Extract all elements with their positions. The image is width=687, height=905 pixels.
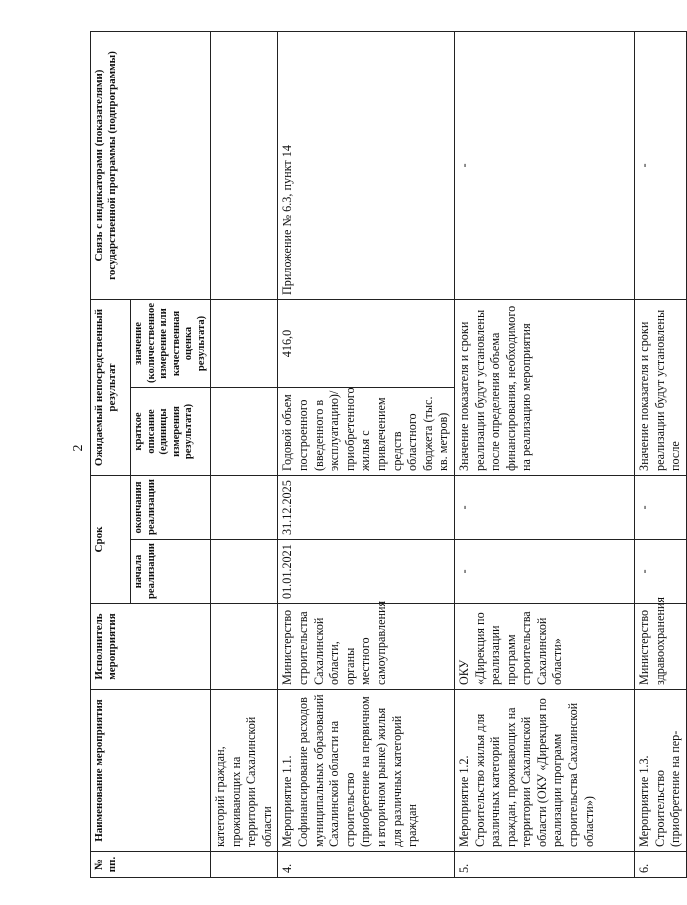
table-row [454,32,634,878]
header-link: Связь с индикаторами (показателями) государственной программы (подпрограммы) [91,32,211,300]
row-link: - [634,32,686,300]
row-executor: Министерство здравоохранения [634,604,686,690]
row-name: Мероприятие 1.3. Строительство (приобретение на пер- [634,690,686,852]
row-result-desc [211,388,278,476]
row-start: - [634,540,686,604]
row-executor: ОКУ «Дирекция по реализации программ строительства Сахалинской области» [454,604,634,690]
row-result-merged: Значение показателя и сроки реализации будут установлены после определения объема финансирования, необходимого на реализацию мероприятия [454,300,634,476]
row-result-value [211,300,278,388]
row-end: - [454,476,634,540]
row-end [211,476,278,540]
header-term-end: окончания реализации [131,476,211,540]
row-name: категорий граждан, проживающих на территории Сахалинской области [211,690,278,852]
row-num: 4. [278,852,455,878]
table-row [211,32,278,878]
row-name: Мероприятие 1.2. Строительство жилья для различных категорий граждан, проживающих на территории Сахалинской области (ОКУ «Дирекция по реализации программ строительства Сахалинской области») [454,690,634,852]
table-row [634,32,686,878]
header-term: Срок [91,476,131,604]
row-num [211,852,278,878]
header-result-value: значение (количественное измерение или качественная оценка результата) [131,300,211,388]
landscape-table-wrapper [90,32,683,878]
table-row [278,32,455,878]
row-link: - [454,32,634,300]
row-end: 31.12.2025 [278,476,455,540]
measures-table [90,31,687,878]
row-link [211,32,278,300]
row-executor: Министерство строительства Сахалинской области, органы местного самоуправления [278,604,455,690]
row-result-merged: Значение показателя и сроки реализации будут установлены после [634,300,686,476]
row-start: - [454,540,634,604]
row-start [211,540,278,604]
header-result: Ожидаемый непосредственный результат [91,300,131,476]
row-executor [211,604,278,690]
document-frame [90,32,683,878]
row-result-desc: Годовой объем построенного (введенного в эксплуатацию)/приобретенного жилья с привлечением средств областного бюджета (тыс. кв. метров) [278,388,455,476]
row-link: Приложение № 6.3, пункт 14 [278,32,455,300]
row-start: 01.01.2021 [278,540,455,604]
row-result-value: 416,0 [278,300,455,388]
row-num: 5. [454,852,634,878]
header-result-desc: краткое описание (единицы измерения результата) [131,388,211,476]
row-num: 6. [634,852,686,878]
page-number: 2 [71,444,86,452]
header-executor: Исполнитель мероприятия [91,604,211,690]
header-name: Наименование мероприятия [91,690,211,852]
row-name: Мероприятие 1.1. Софинансирование расходов муниципальных образований Сахалинской области на строительство (приобретение на первичном и вторичном рынке) жилья для различных категорий граждан [278,690,455,852]
header-term-start: начала реализации [131,540,211,604]
row-end: - [634,476,686,540]
header-num: № пп. [91,852,211,878]
